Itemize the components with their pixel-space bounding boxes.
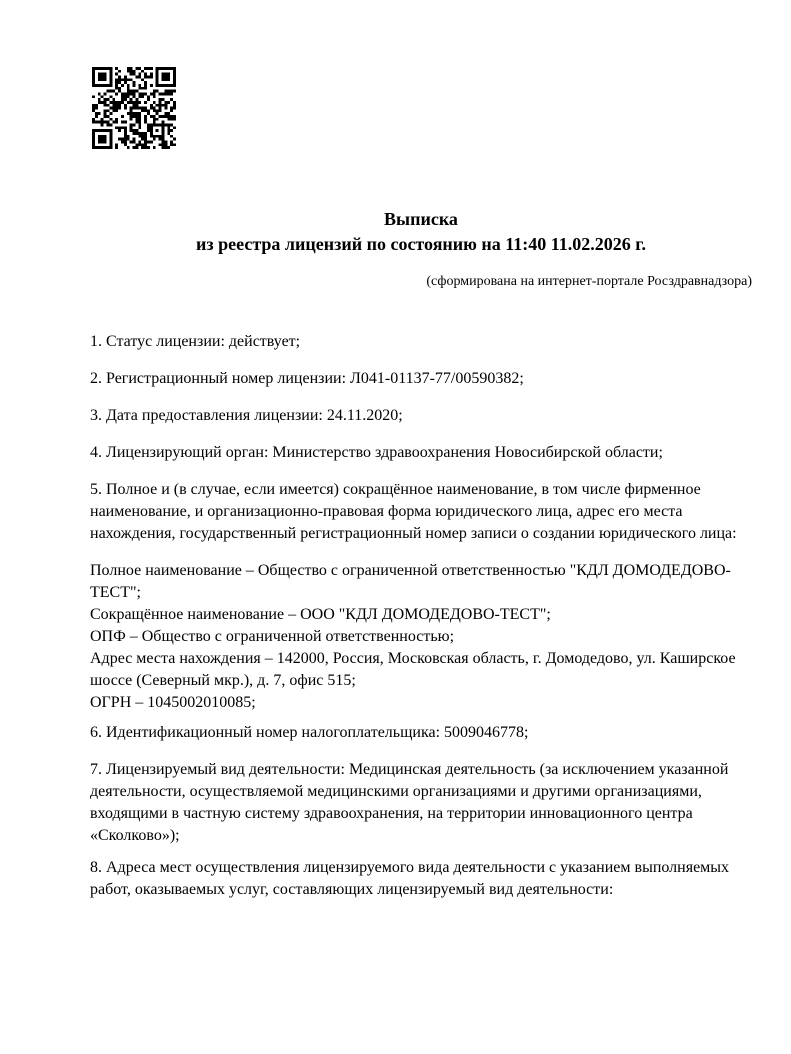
entity-details (90, 560, 752, 714)
license-status: 1. Статус лицензии: действует; (90, 333, 301, 350)
qr-code (92, 67, 176, 149)
entity-name-section-heading: 5. Полное и (в случае, если имеется) сокращённое наименование, в том числе фирменное наименование, и организационно-правовая форма юридического лица, адрес его места нахождения, государственный регистрационный номер записи о создании юридического лица: (90, 481, 737, 542)
activity-addresses-heading: 8. Адреса мест осуществления лицензируемого вида деятельности с указанием выполняемых работ, оказываемых услуг, составляющих лицензируемый вид деятельности: (90, 859, 730, 898)
document-title (90, 207, 752, 257)
title-line-2: из реестра лицензий по состоянию на 11:40 11.02.2026 г. (196, 234, 646, 254)
document-content (90, 207, 752, 916)
license-grant-date: 3. Дата предоставления лицензии: 24.11.2020; (90, 407, 403, 424)
licensing-authority: 4. Лицензирующий орган: Министерство здравоохранения Новосибирской области; (90, 444, 663, 461)
taxpayer-id: 6. Идентификационный номер налогоплательщика: 5009046778; (90, 724, 529, 741)
entity-ogrn: ОГРН – 1045002010085; (90, 694, 256, 711)
document-subtitle: (сформирована на интернет-портале Росздравнадзора) (426, 274, 752, 289)
entity-full-name: Полное наименование – Общество с ограниченной ответственностью "КДЛ ДОМОДЕДОВО-ТЕСТ"; (90, 562, 731, 601)
title-line-1: Выписка (384, 209, 458, 229)
entity-short-name: Сокращённое наименование – ООО "КДЛ ДОМОДЕДОВО-ТЕСТ"; (90, 606, 551, 623)
licensed-activity: 7. Лицензируемый вид деятельности: Медицинская деятельность (за исключением указанной деятельности, осуществляемой медицинскими организациями и другими организациями, входящими в частную систему здравоохранения, на территории инновационного центра «Сколково»); (90, 761, 729, 844)
entity-address: Адрес места нахождения – 142000, Россия, Московская область, г. Домодедово, ул. Каширское шоссе (Северный мкр.), д. 7, офис 515; (90, 650, 736, 689)
license-registration-number: 2. Регистрационный номер лицензии: Л041-01137-77/00590382; (90, 370, 524, 387)
entity-legal-form: ОПФ – Общество с ограниченной ответственностью; (90, 628, 455, 645)
